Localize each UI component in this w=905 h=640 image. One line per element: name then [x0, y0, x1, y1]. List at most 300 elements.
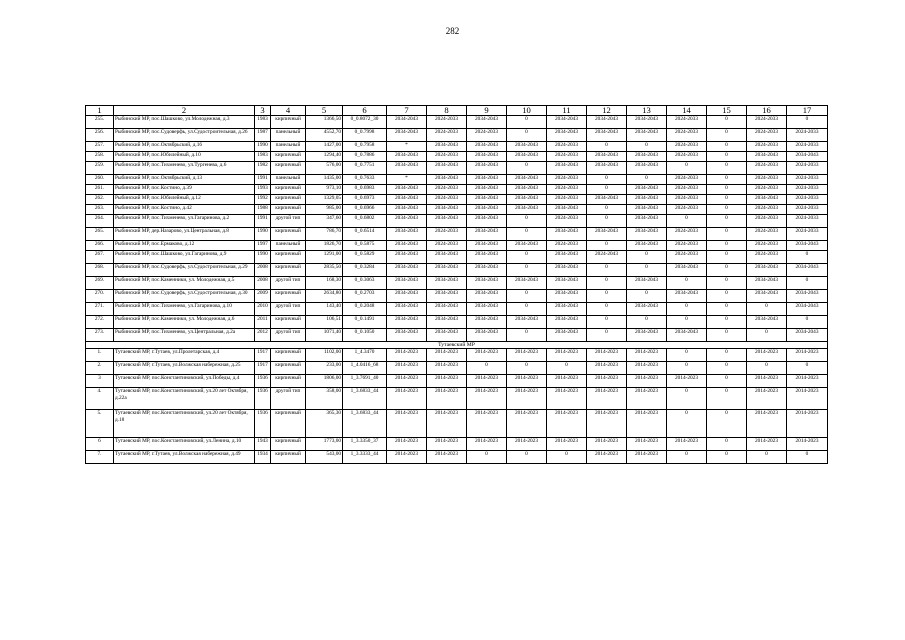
- column-header: 15: [707, 106, 747, 116]
- period-cell: 2014-2023: [427, 375, 467, 388]
- period-cell: 2034-2043: [507, 241, 547, 251]
- year-cell: 2009: [255, 290, 271, 303]
- wall-type-cell: кирпичный: [271, 362, 306, 375]
- period-cell: 2014-2023: [787, 388, 828, 410]
- row-number: 258.: [86, 152, 114, 162]
- period-cell: 0: [747, 329, 787, 342]
- address-cell: Рыбинский МР, пос.Ермаково, д.12: [114, 241, 255, 251]
- column-number-header: [86, 106, 828, 116]
- period-cell: 2034-2043: [507, 175, 547, 185]
- period-cell: 2014-2023: [587, 375, 627, 388]
- row-number: 7.: [86, 451, 114, 464]
- period-cell: 0: [707, 410, 747, 438]
- area-cell: 2634,80: [306, 290, 343, 303]
- index-cell: 1_4.0416_68: [343, 362, 387, 375]
- period-cell: 2014-2023: [547, 349, 587, 362]
- area-cell: 143,40: [306, 303, 343, 316]
- year-cell: 1917: [255, 349, 271, 362]
- period-cell: 0: [707, 142, 747, 152]
- row-number: 2.: [86, 362, 114, 375]
- period-cell: 2034-2043: [427, 264, 467, 277]
- address-cell: Рыбинский МР, пос.Тихменево, ул.Гагаринова, д.10: [114, 303, 255, 316]
- area-cell: 168,30: [306, 277, 343, 290]
- table-row: [86, 316, 828, 329]
- period-cell: 2034-2043: [427, 290, 467, 303]
- period-cell: 0: [747, 451, 787, 464]
- period-cell: 0: [667, 410, 707, 438]
- row-number: 3: [86, 375, 114, 388]
- year-cell: 1990: [255, 142, 271, 152]
- period-cell: 2034-2043: [787, 329, 828, 342]
- period-cell: 2024-2033: [787, 142, 828, 152]
- period-cell: 2034-2043: [467, 116, 507, 129]
- row-number: 255.: [86, 116, 114, 129]
- table-row: [86, 290, 828, 303]
- period-cell: 0: [707, 303, 747, 316]
- column-header: 3: [255, 106, 271, 116]
- area-cell: 1826,70: [306, 241, 343, 251]
- period-cell: 2014-2023: [787, 410, 828, 438]
- period-cell: 2014-2023: [627, 349, 667, 362]
- period-cell: 2034-2043: [467, 185, 507, 195]
- area-cell: 347,60: [306, 215, 343, 228]
- period-cell: 2034-2043: [587, 152, 627, 162]
- period-cell: 2024-2033: [747, 142, 787, 152]
- year-cell: 2010: [255, 303, 271, 316]
- address-cell: Тутаевский МР, пос.Константиновский, ул.20 лет Октября, д.22а: [114, 388, 255, 410]
- index-cell: 0_0.8072_30: [343, 116, 387, 129]
- period-cell: 2034-2043: [387, 215, 427, 228]
- period-cell: 0: [707, 277, 747, 290]
- period-cell: 2034-2043: [467, 228, 507, 241]
- area-cell: 1102,00: [306, 349, 343, 362]
- address-cell: Рыбинский МР, пос.Каменники, ул. Молодежная, д.6: [114, 316, 255, 329]
- period-cell: 2024-2033: [547, 152, 587, 162]
- period-cell: 0: [587, 185, 627, 195]
- period-cell: 2014-2023: [427, 451, 467, 464]
- row-number: 269.: [86, 277, 114, 290]
- period-cell: 2024-2033: [547, 175, 587, 185]
- period-cell: 2034-2043: [507, 277, 547, 290]
- address-cell: Тутаевский МР, пос.Константиновский, ул.Победы, д.4: [114, 375, 255, 388]
- period-cell: 2024-2033: [787, 228, 828, 241]
- period-cell: 2024-2033: [667, 142, 707, 152]
- period-cell: 2034-2043: [387, 316, 427, 329]
- period-cell: 2014-2023: [547, 375, 587, 388]
- period-cell: 2024-2033: [787, 175, 828, 185]
- period-cell: 2034-2043: [627, 116, 667, 129]
- period-cell: 2034-2043: [627, 162, 667, 175]
- year-cell: 2011: [255, 316, 271, 329]
- period-cell: 0: [707, 215, 747, 228]
- index-cell: 0_0.6802: [343, 215, 387, 228]
- wall-type-cell: другой тип: [271, 215, 306, 228]
- period-cell: 2034-2043: [467, 142, 507, 152]
- index-cell: 0_0.5829: [343, 251, 387, 264]
- period-cell: 2014-2023: [387, 375, 427, 388]
- period-cell: 0: [507, 264, 547, 277]
- address-cell: Рыбинский МР, пос.Каменники, ул. Молодежная, д.5: [114, 277, 255, 290]
- area-cell: 1071,40: [306, 329, 343, 342]
- row-number: 265.: [86, 228, 114, 241]
- period-cell: 2034-2043: [387, 195, 427, 205]
- period-cell: 2034-2043: [627, 205, 667, 215]
- table-row: [86, 329, 828, 342]
- period-cell: 0: [747, 303, 787, 316]
- area-cell: 2835,50: [306, 264, 343, 277]
- period-cell: 2014-2023: [787, 375, 828, 388]
- column-header: 5: [306, 106, 343, 116]
- period-cell: 2024-2033: [547, 195, 587, 205]
- wall-type-cell: кирпичный: [271, 349, 306, 362]
- index-cell: 0_0.2703: [343, 290, 387, 303]
- period-cell: 2034-2043: [667, 329, 707, 342]
- row-number: 256.: [86, 129, 114, 142]
- period-cell: 2034-2043: [587, 228, 627, 241]
- period-cell: 2014-2023: [467, 410, 507, 438]
- period-cell: 2034-2043: [427, 142, 467, 152]
- period-cell: 2014-2023: [507, 375, 547, 388]
- period-cell: 2014-2023: [507, 438, 547, 451]
- index-cell: 1_3.3333_44: [343, 451, 387, 464]
- row-number: 260.: [86, 175, 114, 185]
- table-row: [86, 152, 828, 162]
- period-cell: 2014-2023: [587, 451, 627, 464]
- period-cell: 2034-2043: [467, 241, 507, 251]
- section-title: Тутаевский МР: [86, 342, 828, 349]
- period-cell: 0: [707, 438, 747, 451]
- year-cell: 1988: [255, 205, 271, 215]
- table-row: [86, 205, 828, 215]
- period-cell: 2024-2033: [747, 175, 787, 185]
- index-cell: 1_3.7691_40: [343, 375, 387, 388]
- area-cell: 358,00: [306, 388, 343, 410]
- period-cell: 2034-2043: [387, 264, 427, 277]
- period-cell: 2024-2033: [787, 162, 828, 175]
- period-cell: 2034-2043: [547, 129, 587, 142]
- period-cell: 2034-2043: [387, 162, 427, 175]
- area-cell: 106,51: [306, 316, 343, 329]
- period-cell: 0: [587, 277, 627, 290]
- year-cell: 2008: [255, 277, 271, 290]
- period-cell: 2034-2043: [547, 228, 587, 241]
- period-cell: 2014-2023: [747, 349, 787, 362]
- period-cell: 2014-2023: [587, 362, 627, 375]
- year-cell: 1990: [255, 251, 271, 264]
- period-cell: 2034-2043: [387, 303, 427, 316]
- index-cell: 0_0.5875: [343, 241, 387, 251]
- period-cell: 2024-2033: [667, 152, 707, 162]
- period-cell: 2014-2023: [387, 362, 427, 375]
- period-cell: 2024-2033: [787, 185, 828, 195]
- period-cell: 2034-2043: [427, 303, 467, 316]
- period-cell: 0: [507, 129, 547, 142]
- row-number: 273.: [86, 329, 114, 342]
- area-cell: 973,10: [306, 185, 343, 195]
- wall-type-cell: другой тип: [271, 388, 306, 410]
- period-cell: 2014-2023: [627, 388, 667, 410]
- period-cell: 2034-2043: [547, 264, 587, 277]
- year-cell: 1936: [255, 410, 271, 438]
- wall-type-cell: кирпичный: [271, 185, 306, 195]
- index-cell: 0_0.7633: [343, 175, 387, 185]
- address-cell: Рыбинский МР, дер.Назарово, ул.Центральная, д.8: [114, 228, 255, 241]
- period-cell: 2034-2043: [627, 129, 667, 142]
- column-header: 9: [467, 106, 507, 116]
- period-cell: 2034-2043: [667, 290, 707, 303]
- table-row: [86, 215, 828, 228]
- period-cell: 2034-2043: [507, 205, 547, 215]
- table-row: [86, 241, 828, 251]
- period-cell: *: [387, 175, 427, 185]
- period-cell: 0: [627, 142, 667, 152]
- period-cell: 0: [787, 277, 828, 290]
- period-cell: 2034-2043: [627, 195, 667, 205]
- column-header: 13: [627, 106, 667, 116]
- period-cell: 2014-2023: [507, 388, 547, 410]
- period-cell: 2034-2043: [467, 329, 507, 342]
- period-cell: 2024-2033: [667, 251, 707, 264]
- period-cell: 2034-2043: [427, 205, 467, 215]
- period-cell: 2024-2033: [547, 241, 587, 251]
- period-cell: 2024-2033: [747, 205, 787, 215]
- row-number: 272.: [86, 316, 114, 329]
- period-cell: 2034-2043: [547, 162, 587, 175]
- period-cell: 0: [707, 152, 747, 162]
- column-header: 2: [114, 106, 255, 116]
- year-cell: 1991: [255, 215, 271, 228]
- wall-type-cell: другой тип: [271, 303, 306, 316]
- period-cell: 2034-2043: [507, 316, 547, 329]
- period-cell: 2024-2033: [667, 185, 707, 195]
- period-cell: 2014-2023: [467, 349, 507, 362]
- period-cell: 0: [627, 290, 667, 303]
- period-cell: 2034-2043: [747, 152, 787, 162]
- wall-type-cell: панельный: [271, 241, 306, 251]
- column-header: 10: [507, 106, 547, 116]
- row-number: 267.: [86, 251, 114, 264]
- period-cell: 2014-2023: [587, 388, 627, 410]
- wall-type-cell: кирпичный: [271, 251, 306, 264]
- period-cell: 2014-2023: [587, 438, 627, 451]
- period-cell: *: [387, 142, 427, 152]
- column-header: 11: [547, 106, 587, 116]
- period-cell: 2014-2023: [427, 362, 467, 375]
- address-cell: Тутаевский МР, пос.Константиновский, ул.Ленина, д.10: [114, 438, 255, 451]
- period-cell: 2034-2043: [387, 329, 427, 342]
- period-cell: 0: [707, 362, 747, 375]
- period-cell: 2034-2043: [747, 195, 787, 205]
- period-cell: 2014-2023: [427, 438, 467, 451]
- period-cell: 2024-2033: [427, 241, 467, 251]
- period-cell: 0: [627, 264, 667, 277]
- period-cell: 0: [667, 303, 707, 316]
- period-cell: 2034-2043: [507, 195, 547, 205]
- period-cell: 2034-2043: [467, 290, 507, 303]
- period-cell: 2014-2023: [467, 388, 507, 410]
- period-cell: 0: [667, 162, 707, 175]
- period-cell: 2034-2043: [587, 129, 627, 142]
- index-cell: 0_0.7958: [343, 142, 387, 152]
- column-header: 14: [667, 106, 707, 116]
- index-cell: 0_0.6966: [343, 205, 387, 215]
- period-cell: 2014-2023: [787, 438, 828, 451]
- period-cell: 2034-2043: [387, 205, 427, 215]
- period-cell: 0: [707, 205, 747, 215]
- period-cell: 2034-2043: [427, 316, 467, 329]
- period-cell: 2024-2033: [547, 215, 587, 228]
- period-cell: 2034-2043: [547, 251, 587, 264]
- period-cell: 2034-2043: [787, 241, 828, 251]
- period-cell: 0: [547, 362, 587, 375]
- period-cell: 2034-2043: [467, 303, 507, 316]
- period-cell: 0: [507, 362, 547, 375]
- table-row: [86, 175, 828, 185]
- period-cell: 2024-2033: [667, 116, 707, 129]
- period-cell: 2014-2023: [747, 410, 787, 438]
- table-row: [86, 185, 828, 195]
- address-cell: Рыбинский МР, пос.Костино, д.39: [114, 185, 255, 195]
- housing-register-table: [85, 105, 828, 464]
- period-cell: 0: [467, 451, 507, 464]
- period-cell: 2014-2023: [747, 375, 787, 388]
- period-cell: 2034-2043: [627, 277, 667, 290]
- period-cell: 2034-2043: [387, 116, 427, 129]
- table-row: [86, 388, 828, 410]
- period-cell: 2034-2043: [467, 277, 507, 290]
- table-row: [86, 228, 828, 241]
- period-cell: 0: [707, 116, 747, 129]
- index-cell: 0_0.7751: [343, 162, 387, 175]
- period-cell: 0: [707, 241, 747, 251]
- period-cell: 0: [667, 362, 707, 375]
- period-cell: 0: [787, 316, 828, 329]
- index-cell: 0_0.7998: [343, 129, 387, 142]
- period-cell: 2034-2043: [787, 264, 828, 277]
- period-cell: 2034-2043: [547, 277, 587, 290]
- period-cell: 2014-2023: [667, 375, 707, 388]
- area-cell: 543,00: [306, 451, 343, 464]
- period-cell: 2014-2023: [387, 451, 427, 464]
- area-cell: 1773,00: [306, 438, 343, 451]
- area-cell: 1427,00: [306, 142, 343, 152]
- table-row: [86, 277, 828, 290]
- period-cell: 2034-2043: [547, 205, 587, 215]
- index-cell: 0_0.3063: [343, 277, 387, 290]
- period-cell: 0: [467, 362, 507, 375]
- period-cell: 2024-2033: [787, 215, 828, 228]
- index-cell: 1_4.3470: [343, 349, 387, 362]
- year-cell: 1982: [255, 162, 271, 175]
- period-cell: 2034-2043: [427, 162, 467, 175]
- period-cell: 2034-2043: [387, 129, 427, 142]
- index-cell: 1_3.3350_37: [343, 438, 387, 451]
- period-cell: 2024-2033: [747, 185, 787, 195]
- period-cell: 2034-2043: [587, 116, 627, 129]
- period-cell: 2014-2023: [787, 349, 828, 362]
- period-cell: 0: [507, 303, 547, 316]
- period-cell: 0: [587, 329, 627, 342]
- period-cell: 2024-2033: [667, 228, 707, 241]
- period-cell: 2014-2023: [427, 349, 467, 362]
- table-row: [86, 264, 828, 277]
- period-cell: 0: [667, 388, 707, 410]
- row-number: 257.: [86, 142, 114, 152]
- period-cell: 0: [707, 228, 747, 241]
- period-cell: 2034-2043: [467, 215, 507, 228]
- period-cell: 0: [667, 451, 707, 464]
- period-cell: 2034-2043: [747, 290, 787, 303]
- period-cell: 2024-2033: [427, 116, 467, 129]
- period-cell: 0: [707, 388, 747, 410]
- period-cell: 2034-2043: [747, 316, 787, 329]
- column-header: 7: [387, 106, 427, 116]
- period-cell: 2034-2043: [787, 152, 828, 162]
- index-cell: 0_0.6514: [343, 228, 387, 241]
- period-cell: 2034-2043: [547, 329, 587, 342]
- period-cell: 2014-2023: [747, 438, 787, 451]
- period-cell: 2034-2043: [507, 185, 547, 195]
- period-cell: 2024-2033: [547, 142, 587, 152]
- period-cell: 2014-2023: [467, 375, 507, 388]
- period-cell: 2024-2033: [747, 129, 787, 142]
- period-cell: 0: [547, 451, 587, 464]
- row-number: 1.: [86, 349, 114, 362]
- column-header: 4: [271, 106, 306, 116]
- area-cell: 576,00: [306, 162, 343, 175]
- period-cell: 2034-2043: [427, 175, 467, 185]
- address-cell: Тутаевский МР, г.Тутаев, ул.Пролетарская, д.4: [114, 349, 255, 362]
- table-row: [86, 451, 828, 464]
- row-number: 6: [86, 438, 114, 451]
- table-row: [86, 410, 828, 438]
- period-cell: 2024-2033: [547, 185, 587, 195]
- period-cell: 2024-2033: [467, 129, 507, 142]
- period-cell: 2014-2023: [627, 451, 667, 464]
- period-cell: 2034-2043: [387, 277, 427, 290]
- wall-type-cell: кирпичный: [271, 205, 306, 215]
- area-cell: 1435,00: [306, 175, 343, 185]
- table-row: [86, 116, 828, 129]
- area-cell: 1291,00: [306, 251, 343, 264]
- period-cell: 0: [587, 264, 627, 277]
- year-cell: 1993: [255, 185, 271, 195]
- column-header: 6: [343, 106, 387, 116]
- period-cell: 2034-2043: [387, 185, 427, 195]
- table-row: [86, 438, 828, 451]
- period-cell: 2024-2033: [667, 241, 707, 251]
- period-cell: 0: [707, 251, 747, 264]
- period-cell: 2014-2023: [547, 438, 587, 451]
- year-cell: 1992: [255, 195, 271, 205]
- year-cell: 1943: [255, 438, 271, 451]
- period-cell: 0: [507, 290, 547, 303]
- period-cell: 2034-2043: [747, 264, 787, 277]
- period-cell: 2014-2023: [747, 388, 787, 410]
- period-cell: 2024-2033: [747, 251, 787, 264]
- period-cell: 2014-2023: [467, 438, 507, 451]
- period-cell: 2034-2043: [627, 303, 667, 316]
- period-cell: 2024-2033: [747, 162, 787, 175]
- area-cell: 1806,00: [306, 375, 343, 388]
- period-cell: 2014-2023: [387, 438, 427, 451]
- period-cell: 2034-2043: [667, 264, 707, 277]
- wall-type-cell: кирпичный: [271, 375, 306, 388]
- area-cell: 1294,40: [306, 152, 343, 162]
- period-cell: 2014-2023: [587, 349, 627, 362]
- year-cell: 1917: [255, 362, 271, 375]
- period-cell: 2024-2033: [427, 152, 467, 162]
